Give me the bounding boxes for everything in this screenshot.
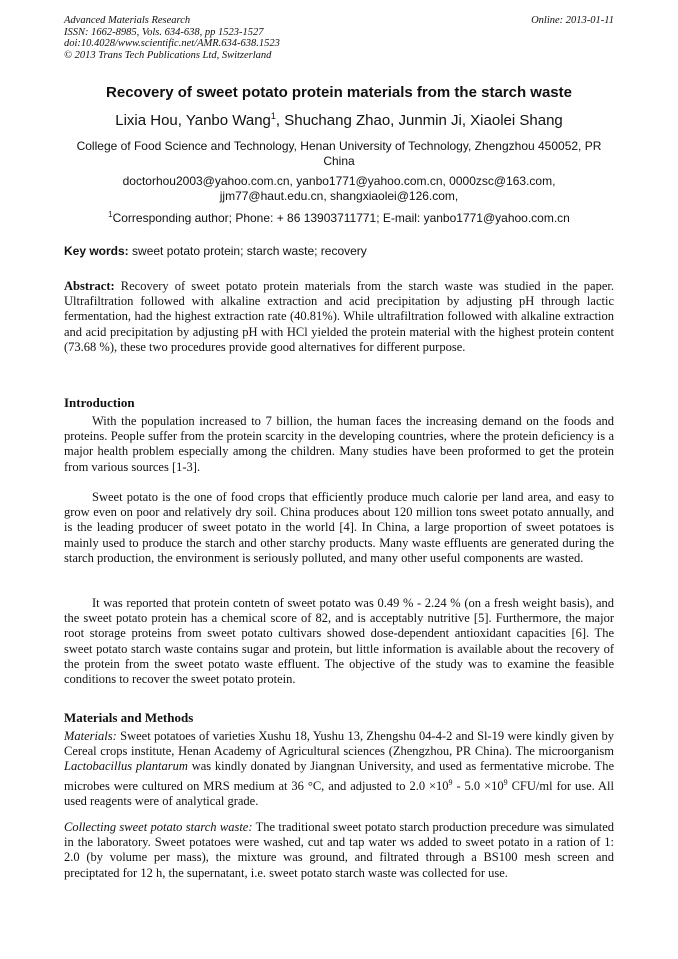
exponent-2: 9 [503,777,508,787]
online-date: Online: 2013-01-11 [531,15,614,26]
collecting-label: Collecting sweet potato starch waste: [64,820,253,834]
materials-label: Materials: [64,729,117,743]
materials-text-d: CFU/ml for use. All used reagents were of analytical grade. [64,778,615,808]
materials-text-b: was kindly donated by Jiangnan University, and used as fermentative microbe. The microbes were cultured on MRS medium at 36 °C, and adjusted to 2.0 ×10 [64,759,614,793]
journal-name: Advanced Materials Research [64,15,191,26]
methods-heading: Materials and Methods [64,710,194,725]
keywords-label: Key words: [64,244,129,258]
keywords [64,244,614,258]
intro-paragraph-2: Sweet potato is the one of food crops that efficiently produce much calorie per land area, and easy to grow even on poor and relatively dry soil. China produces about 120 million tons sweet potato annually, and is the leading producer of sweet potato in the world [4]. In China, a large proportion of sweet potatoes is mainly used to produce the starch and other starchy products. Many waste effluents are generated during the starch production, the environment is seriously polluted, and many other useful components are wasted. [64,490,614,565]
journal-header [64,15,614,61]
issn-line: ISSN: 1662-8985, Vols. 634-638, pp 1523-1527 [64,26,264,38]
email-line-2: jjm77@haut.edu.cn, shangxiaolei@126.com, [219,189,459,203]
collecting-paragraph [64,820,614,881]
copyright-line: © 2013 Trans Tech Publications Ltd, Switzerland [64,49,272,61]
affiliation: College of Food Science and Technology, Henan University of Technology, Zhengzhou 450052, PR China [76,139,602,168]
corresponding-text: Corresponding author; Phone: + 86 13903711771; E-mail: yanbo1771@yahoo.com.cn [112,211,570,225]
abstract [64,279,614,355]
corresponding-author [64,207,614,226]
intro-paragraph-1: With the population increased to 7 billion, the human faces the increasing demand on the foods and proteins. People suffer from the protein scarcity in the developing countries, where the protein deficiency is a major health problem especially among the children. Many studies have been proformed to get the protein from various sources [1-3]. [64,414,614,474]
corresponding-superscript: 1 [108,210,113,219]
email-list [64,174,614,204]
author-first: Lixia Hou, Yanbo Wang [115,112,271,129]
email-line-1: doctorhou2003@yahoo.com.cn, yanbo1771@yahoo.com.cn, 0000zsc@163.com, [122,174,556,188]
exponent-1: 9 [448,777,453,787]
materials-paragraph [64,729,614,809]
keywords-text: sweet potato protein; starch waste; recovery [128,244,367,258]
intro-paragraph-3: It was reported that protein contetn of sweet potato was 0.49 % - 2.24 % (on a fresh weight basis), and the sweet potato protein has a chemical score of 82, and is acceptably nutritive [5]. Furthermore, the major root storage proteins from sweet potato cultivars showed dose-dependent antioxidant capacities [6]. The sweet potato starch waste contains sugar and protein, but little information is available about the recovery of the protein from the sweet potato waste effluent. The objective of the study was to examine the feasible conditions to recover the sweet potato protein. [64,596,614,687]
materials-text-a: Sweet potatoes of varieties Xushu 18, Yushu 13, Zhengshu 04-4-2 and Sl-19 were kindly given by Cereal crops institute, Henan Academy of Agricultural sciences (Zhengzhou, PR China). The microorganism [64,729,614,759]
abstract-label: Abstract: [64,279,115,293]
doi-line: doi:10.4028/www.scientific.net/AMR.634-638.1523 [64,38,280,49]
paper-title: Recovery of sweet potato protein materials from the starch waste [106,84,572,101]
author-rest: , Shuchang Zhao, Junmin Ji, Xiaolei Shang [275,112,563,129]
organism-name: Lactobacillus plantarum [64,759,188,774]
materials-text-c: - 5.0 ×10 [452,778,504,793]
collecting-text: The traditional sweet potato starch production precedure was simulated in the laboratory. Sweet potatoes were washed, cut and tap water ws added to sweet potato in a ration of 1: 2.0 (by volume per mass), the mixture was ground, and filtrated through a BS100 mesh screen and preciptated for 12 h, the supernatant, i.e. sweet potato starch waste was collected for use. [64,820,614,880]
author-list [0,111,678,129]
abstract-text: Recovery of sweet potato protein materials from the starch waste was studied in the paper. Ultrafiltration followed with alkaline extraction and acid precipitation by adjusting pH through lactic fermentation, had the highest extraction rate (40.81%). While ultrafiltration followed with alkaline extraction and acid precipitation by adjusting pH with HCl yielded the protein material with the highest protein content (73.68 %), these two procedures provide good alternatives for different purpose. [64,279,614,354]
author-superscript: 1 [270,111,276,121]
introduction-heading: Introduction [64,395,135,410]
